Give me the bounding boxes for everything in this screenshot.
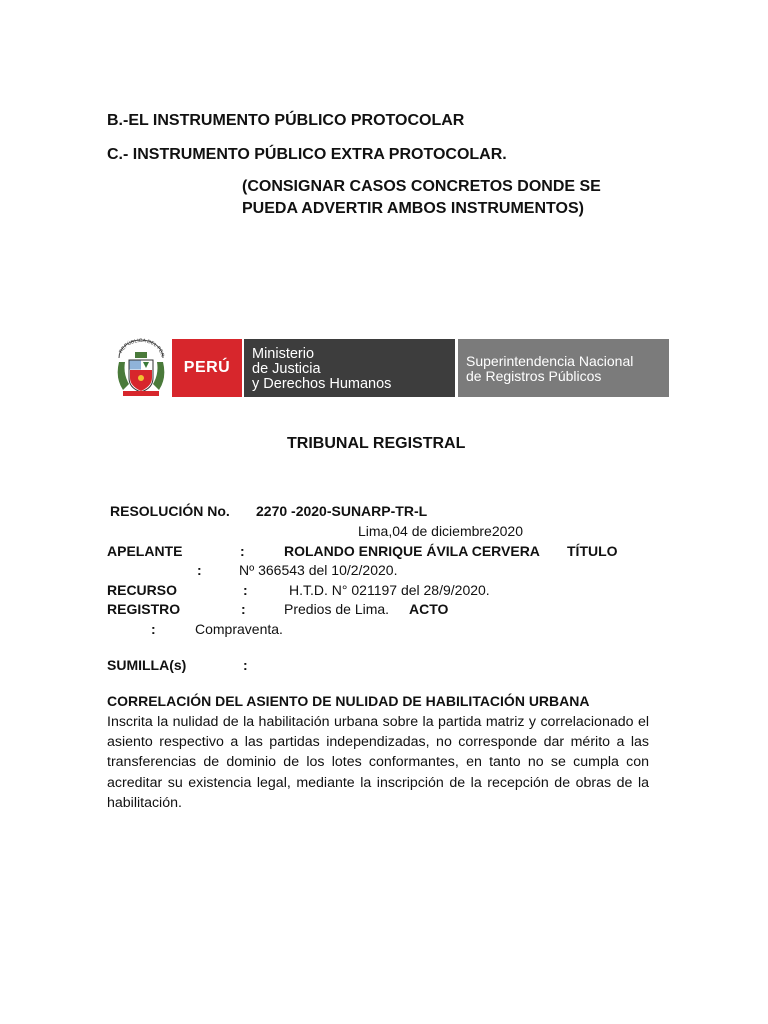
registro-label: REGISTRO <box>107 601 181 617</box>
agency-line-1: Superintendencia Nacional <box>466 353 634 369</box>
titulo-value: Nº 366543 del 10/2/2020. <box>239 562 398 578</box>
agency-box <box>458 339 669 397</box>
ministry-line-3: y Derechos Humanos <box>252 376 392 392</box>
heading-b: B.-EL INSTRUMENTO PÚBLICO PROTOCOLAR <box>107 112 465 129</box>
acto-label: ACTO <box>409 601 449 617</box>
sumilla-colon: : <box>243 657 248 673</box>
agency-line-2: de Registros Públicos <box>466 368 602 384</box>
apelante-label: APELANTE <box>107 543 183 559</box>
recurso-label: RECURSO <box>107 582 178 598</box>
peru-label: PERÚ <box>172 339 242 397</box>
recurso-colon: : <box>243 582 248 598</box>
note-line-1: (CONSIGNAR CASOS CONCRETOS DONDE SE <box>242 178 601 195</box>
coat-of-arms-icon <box>113 338 169 398</box>
titulo-label: TÍTULO <box>567 543 618 559</box>
registro-colon: : <box>241 601 246 617</box>
acto-value: Compraventa. <box>195 621 283 637</box>
ministry-line-1: Ministerio <box>252 346 315 362</box>
resolution-number: 2270 -2020-SUNARP-TR-L <box>256 503 428 519</box>
note-line-2: PUEDA ADVERTIR AMBOS INSTRUMENTOS) <box>242 200 584 217</box>
heading-c: C.- INSTRUMENTO PÚBLICO EXTRA PROTOCOLAR. <box>107 146 507 163</box>
recurso-value: H.T.D. N° 021197 del 28/9/2020. <box>289 582 490 598</box>
sumilla-label: SUMILLA(s) <box>107 657 187 673</box>
sumilla-title: CORRELACIÓN DEL ASIENTO DE NULIDAD DE HABILITACIÓN URBANA <box>107 693 590 709</box>
institution-banner <box>113 338 669 398</box>
apelante-colon: : <box>240 543 245 559</box>
ministry-line-2: de Justicia <box>252 361 321 377</box>
sumilla-body: Inscrita la nulidad de la habilitación urbana sobre la partida matriz y correlacionado el asiento respectivo a las partidas independizadas, no corresponde dar mérito a las transferencias de dominio de los lotes conformantes, en tanto no se cumpla con acreditar su existencia legal, mediante la inscripción de la recepción de obras de la habilitación. <box>107 714 649 811</box>
registro-value: Predios de Lima. <box>284 601 390 617</box>
ministry-box <box>244 339 455 397</box>
titulo-colon: : <box>197 562 202 578</box>
apelante-value: ROLANDO ENRIQUE ÁVILA CERVERA <box>284 543 540 559</box>
acto-colon: : <box>151 621 156 637</box>
resolution-label: RESOLUCIÓN No. <box>110 503 230 519</box>
tribunal-title: TRIBUNAL REGISTRAL <box>287 435 466 452</box>
emblem-text: REPÚBLICA DEL PER <box>118 338 165 358</box>
resolution-date: Lima,04 de diciembre2020 <box>358 523 523 539</box>
